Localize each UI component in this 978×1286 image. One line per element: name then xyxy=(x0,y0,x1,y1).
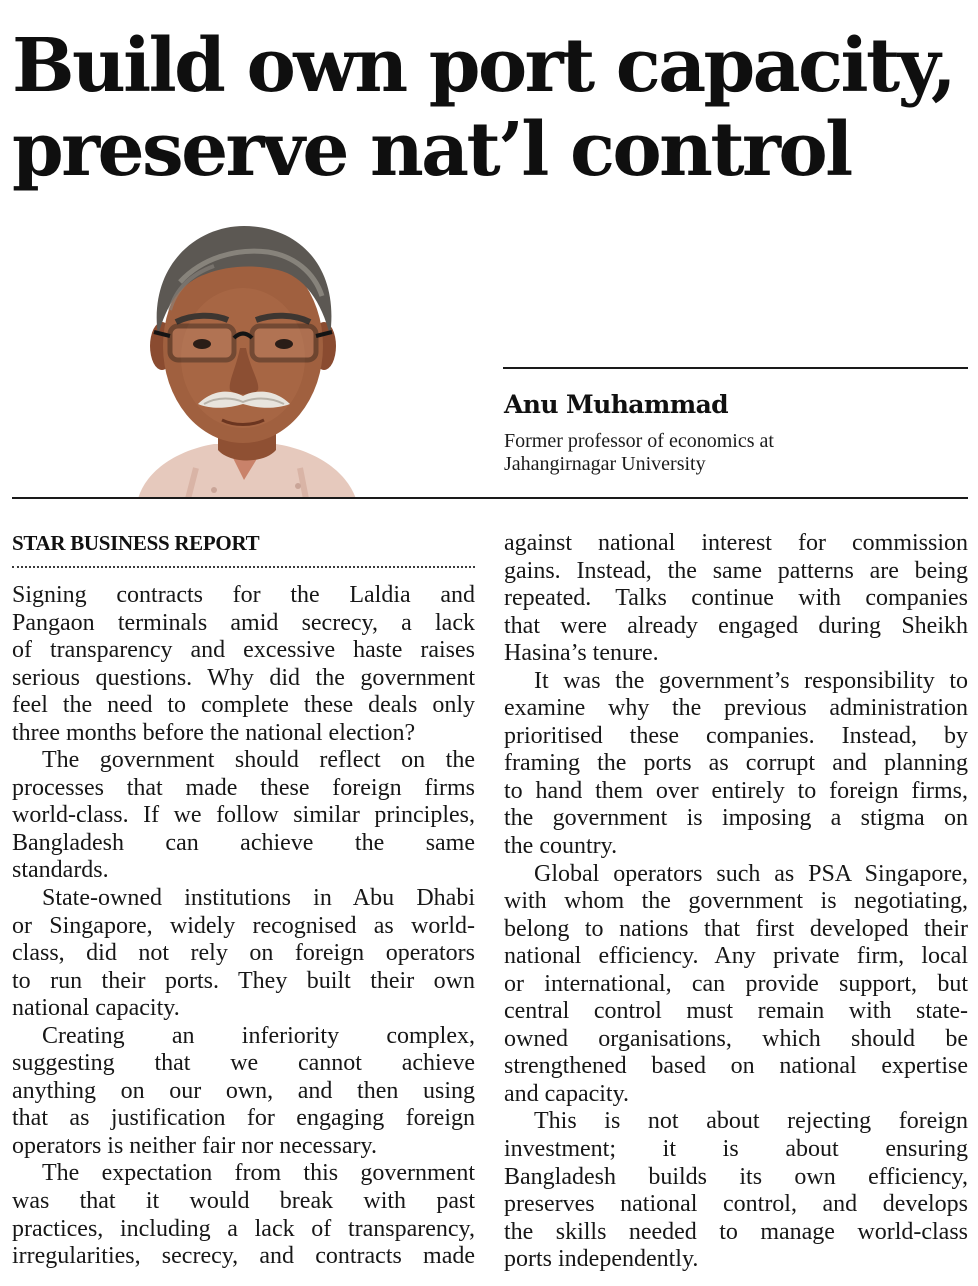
paragraph-line: to run their ports. They built their own xyxy=(12,967,475,994)
paragraph-line: Bangladesh builds its own efficiency, xyxy=(504,1163,968,1190)
paragraph-line: Hasina’s tenure. xyxy=(504,640,659,667)
paragraph-line: preserves national control, and develops xyxy=(504,1191,968,1218)
article-paragraph xyxy=(504,668,968,861)
paragraph-line: This is not about rejecting foreign xyxy=(534,1108,968,1135)
article-paragraph xyxy=(12,582,475,747)
paragraph-line: practices, including a lack of transparency, xyxy=(12,1215,475,1242)
headline xyxy=(12,24,972,192)
paragraph-line: framing the ports as corrupt and planning xyxy=(504,750,968,777)
paragraph-line: three months before the national election? xyxy=(12,719,416,746)
author-name: Anu Muhammad xyxy=(504,390,729,419)
paragraph-line: or Singapore, widely recognised as world- xyxy=(12,912,475,939)
paragraph-line: anything on our own, and then using xyxy=(12,1077,475,1104)
paragraph-line: serious questions. Why did the government xyxy=(12,664,475,691)
headline-line-2: preserve nat’l control xyxy=(12,107,851,193)
section-divider xyxy=(12,497,968,499)
paragraph-line: against national interest for commission xyxy=(504,530,968,556)
article-paragraph xyxy=(12,1023,475,1161)
paragraph-line: examine why the previous administration xyxy=(504,695,968,722)
paragraph-line: or international, can provide support, but xyxy=(504,970,968,997)
paragraph-line: Signing contracts for the Laldia and xyxy=(12,582,475,608)
paragraph-line: operators is neither fair nor necessary. xyxy=(12,1132,377,1159)
paragraph-line: the government is imposing a stigma on xyxy=(504,805,968,832)
paragraph-line: strengthened based on national expertise xyxy=(504,1053,968,1080)
paragraph-line: State-owned institutions in Abu Dhabi xyxy=(42,885,475,912)
paragraph-line: the skills needed to manage world-class xyxy=(504,1218,968,1245)
paragraph-line: It was the government’s responsibility to xyxy=(534,667,968,694)
paragraph-line: that as justification for engaging foreign xyxy=(12,1105,475,1132)
author-title xyxy=(504,430,964,476)
article-paragraph xyxy=(12,1160,475,1270)
paragraph-line: owned organisations, which should be xyxy=(504,1025,968,1052)
paragraph-line: national efficiency. Any private firm, local xyxy=(504,943,968,970)
paragraph-line: class, did not rely on foreign operators xyxy=(12,940,475,967)
article-paragraph xyxy=(12,885,475,1023)
headline-line-1: Build own port capacity, xyxy=(12,23,955,109)
paragraph-line: standards. xyxy=(12,857,109,884)
byline-divider xyxy=(503,367,968,369)
paragraph-line: Creating an inferiority complex, xyxy=(42,1022,475,1049)
paragraph-line: repeated. Talks continue with companies xyxy=(504,585,968,612)
report-label-dotted-divider xyxy=(12,566,475,568)
paragraph-line: to hand them over entirely to foreign firms, xyxy=(504,777,968,804)
paragraph-line: of transparency and excessive haste raises xyxy=(12,637,475,664)
paragraph-line: processes that made these foreign firms xyxy=(12,774,475,801)
article-paragraph xyxy=(504,1108,968,1273)
paragraph-line: and capacity. xyxy=(504,1080,630,1107)
paragraph-line: with whom the government is negotiating, xyxy=(504,888,968,915)
article-paragraph xyxy=(12,747,475,885)
author-portrait xyxy=(118,218,368,499)
paragraph-line: Pangaon terminals amid secrecy, a lack xyxy=(12,609,475,636)
paragraph-line: The expectation from this government xyxy=(42,1160,475,1187)
article-column-right xyxy=(504,530,968,1274)
paragraph-line: gains. Instead, the same patterns are being xyxy=(504,557,968,584)
paragraph-line: national capacity. xyxy=(12,995,180,1022)
paragraph-line: irregularities, secrecy, and contracts made xyxy=(12,1243,475,1270)
paragraph-line: the country. xyxy=(504,833,618,860)
paragraph-line: that were already engaged during Sheikh xyxy=(504,612,968,639)
paragraph-line: Bangladesh can achieve the same xyxy=(12,829,475,856)
report-label: STAR BUSINESS REPORT xyxy=(12,531,260,555)
article-paragraph xyxy=(504,530,968,668)
paragraph-line: belong to nations that first developed their xyxy=(504,915,968,942)
paragraph-line: feel the need to complete these deals only xyxy=(12,692,475,719)
author-title-line-2: Jahangirnagar University xyxy=(504,453,706,475)
paragraph-line: central control must remain with state- xyxy=(504,998,968,1025)
paragraph-line: The government should reflect on the xyxy=(42,747,475,774)
article-column-left xyxy=(12,582,475,1271)
paragraph-line: suggesting that we cannot achieve xyxy=(12,1050,475,1077)
paragraph-line: was that it would break with past xyxy=(12,1188,475,1215)
paragraph-line: world-class. If we follow similar principles, xyxy=(12,802,475,829)
author-title-line-1: Former professor of economics at xyxy=(504,430,774,452)
paragraph-line: Global operators such as PSA Singapore, xyxy=(534,860,968,887)
article-paragraph xyxy=(504,861,968,1109)
paragraph-line: prioritised these companies. Instead, by xyxy=(504,722,968,749)
author-portrait-illustration xyxy=(118,218,368,499)
paragraph-line: ports independently. xyxy=(504,1246,699,1273)
paragraph-line: investment; it is about ensuring xyxy=(504,1136,968,1163)
